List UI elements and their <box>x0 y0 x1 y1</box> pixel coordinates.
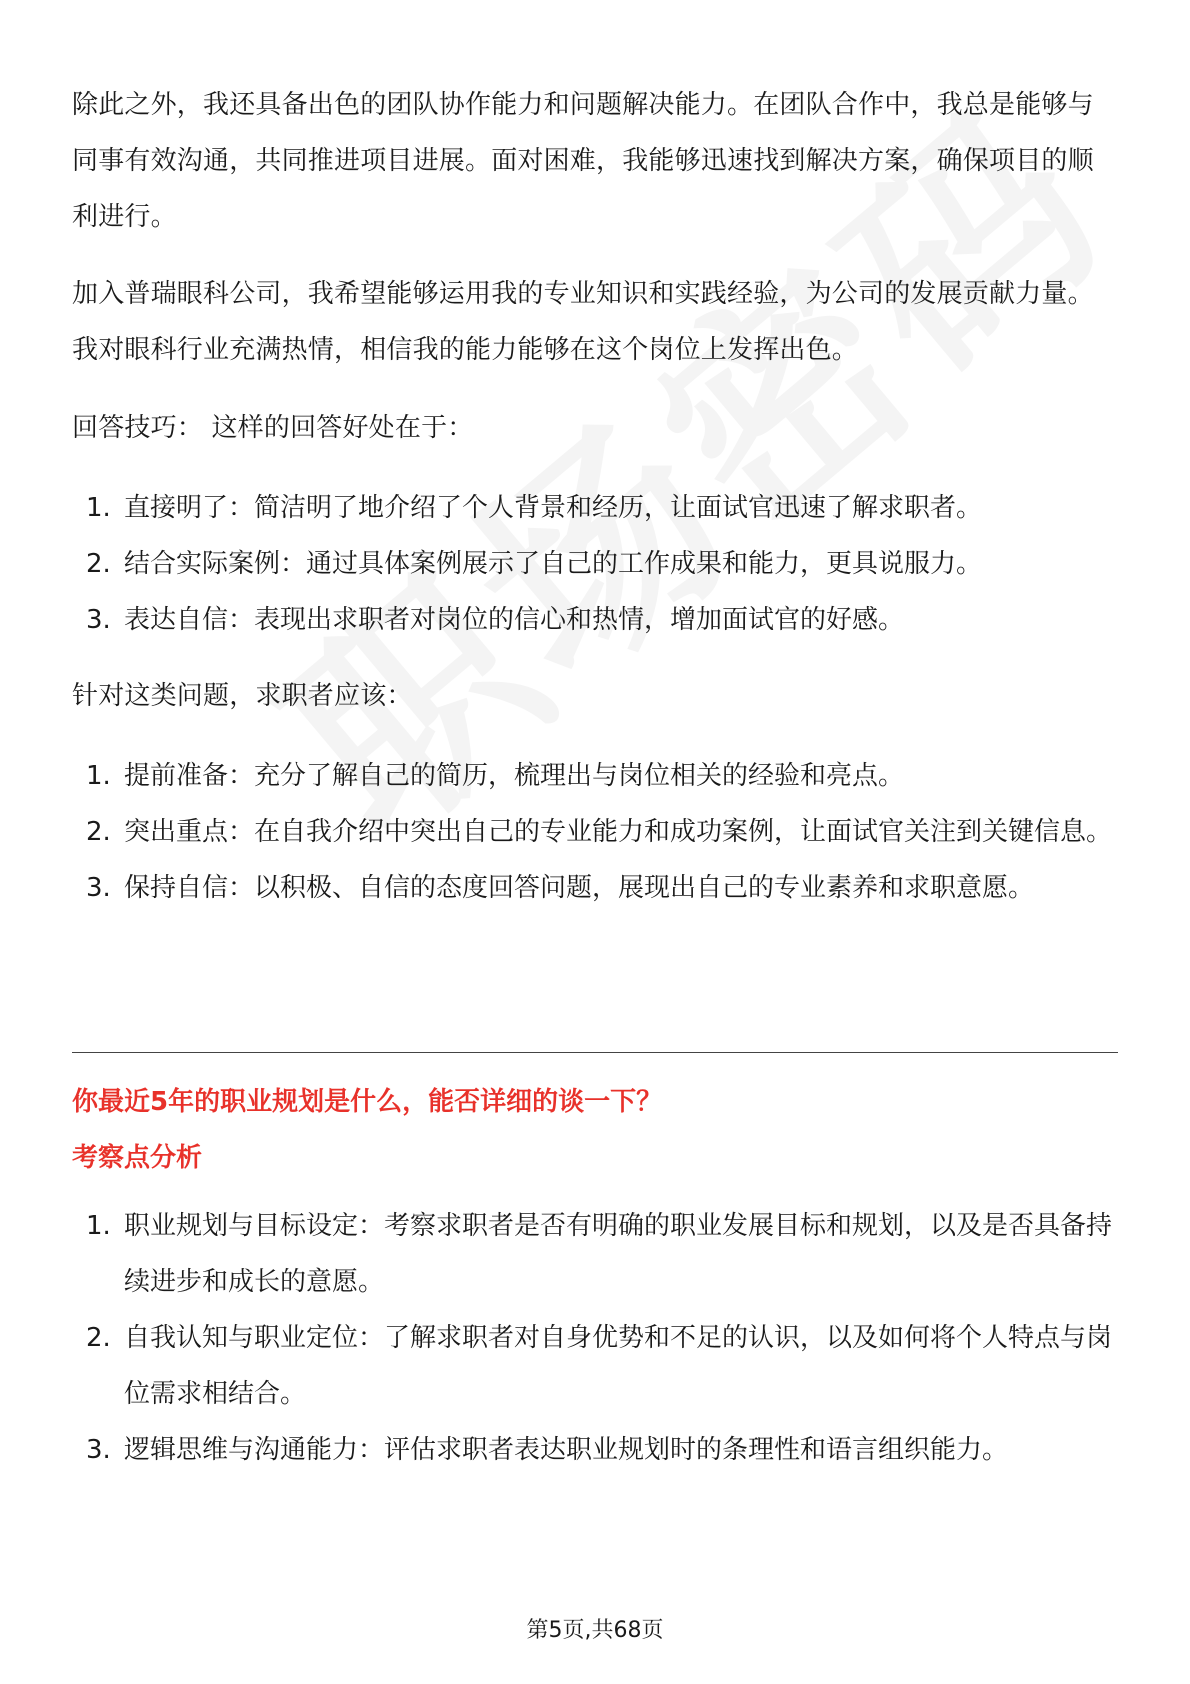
list-number: 2. <box>86 1323 111 1353</box>
tips-list <box>72 480 1118 648</box>
list-item <box>72 1422 1118 1478</box>
list-item-text: 逻辑思维与沟通能力：评估求职者表达职业规划时的条理性和语言组织能力。 <box>124 1435 1009 1465</box>
advice-list <box>72 748 1118 916</box>
list-item <box>72 1198 1118 1310</box>
list-item <box>72 480 1118 536</box>
tips-heading: 回答技巧： 这样的回答好处在于： <box>72 413 474 443</box>
list-number: 1. <box>86 493 111 523</box>
list-item-text: 结合实际案例：通过具体案例展示了自己的工作成果和能力，更具说服力。 <box>124 549 983 579</box>
list-number: 3. <box>86 873 111 903</box>
page-number: 第5页,共68页 <box>526 1618 664 1643</box>
document-page <box>72 0 1118 1684</box>
list-item <box>72 748 1118 804</box>
list-number: 3. <box>86 605 111 635</box>
list-item-text: 职业规划与目标设定：考察求职者是否有明确的职业发展目标和规划，以及是否具备持续进步和成长的意愿。 <box>124 1211 1113 1297</box>
list-item-text: 突出重点：在自我介绍中突出自己的专业能力和成功案例，让面试官关注到关键信息。 <box>124 817 1113 847</box>
list-number: 2. <box>86 817 111 847</box>
list-number: 1. <box>86 1211 111 1241</box>
list-item <box>72 804 1118 860</box>
section-divider <box>72 1052 1118 1053</box>
list-item-text: 直接明了：简洁明了地介绍了个人背景和经历，让面试官迅速了解求职者。 <box>124 493 983 523</box>
analysis-list <box>72 1198 1118 1478</box>
analysis-label: 考察点分析 <box>72 1143 203 1173</box>
list-item <box>72 1310 1118 1422</box>
list-number: 3. <box>86 1435 111 1465</box>
list-item <box>72 592 1118 648</box>
list-item-text: 提前准备：充分了解自己的简历，梳理出与岗位相关的经验和亮点。 <box>124 761 905 791</box>
list-item-text: 保持自信：以积极、自信的态度回答问题，展现出自己的专业素养和求职意愿。 <box>124 873 1035 903</box>
page-footer <box>0 1616 1190 1646</box>
intro-paragraph-2: 加入普瑞眼科公司，我希望能够运用我的专业知识和实践经验，为公司的发展贡献力量。我对眼科行业充满热情，相信我的能力能够在这个岗位上发挥出色。 <box>72 279 1094 365</box>
question-title: 你最近5年的职业规划是什么，能否详细的谈一下？ <box>72 1087 663 1117</box>
advice-heading: 针对这类问题，求职者应该： <box>72 681 413 711</box>
list-item-text: 表达自信：表现出求职者对岗位的信心和热情，增加面试官的好感。 <box>124 605 905 635</box>
list-item-text: 自我认知与职业定位：了解求职者对自身优势和不足的认识，以及如何将个人特点与岗位需求相结合。 <box>124 1323 1113 1409</box>
intro-paragraph-1: 除此之外，我还具备出色的团队协作能力和问题解决能力。在团队合作中，我总是能够与同事有效沟通，共同推进项目进展。面对困难，我能够迅速找到解决方案，确保项目的顺利进行。 <box>72 90 1094 232</box>
list-item <box>72 860 1118 916</box>
list-item <box>72 536 1118 592</box>
list-number: 2. <box>86 549 111 579</box>
list-number: 1. <box>86 761 111 791</box>
